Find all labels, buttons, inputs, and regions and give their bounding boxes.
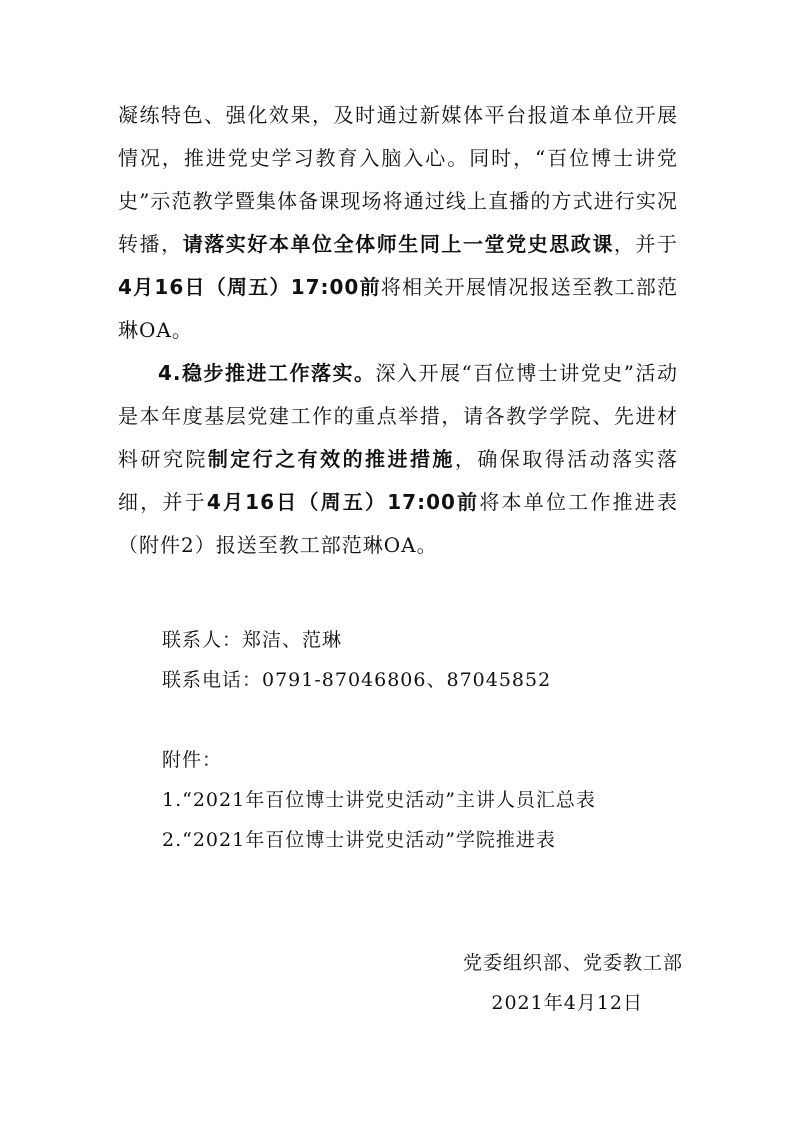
paragraph-3-continuation [118,94,678,352]
p1-text-2: ，并于 [613,232,679,256]
attachments-block [162,740,596,860]
p2-text-1: 深入开展“百位博士讲党史”活动是本年度基层党建工作的重点举措，请各教学学院、先进材料研究院 [118,361,678,471]
p2-text-3: 将本单位工作推进表（附件2）报送至教工部范琳OA。 [118,490,679,557]
p2-bold-deadline: 4月16日（周五）17:00前 [206,490,480,514]
p2-heading: 4.稳步推进工作落实。 [158,361,376,385]
p1-text-1: 凝练特色、强化效果，及时通过新媒体平台报道本单位开展情况，推进党史学习教育入脑入心。同时，“百位博士讲党史”示范教学暨集体备课现场将通过线上直播的方式进行实况转播， [118,103,678,256]
p2-bold-measures: 制定行之有效的推进措施 [207,447,455,471]
signature-date: 2021年4月12日 [491,992,643,1014]
notice-body [118,94,678,567]
attachment-item-1: 1.“2021年百位博士讲党史活动”主讲人员汇总表 [162,789,596,811]
paragraph-4 [118,352,678,567]
attachments-label: 附件： [162,749,223,771]
attachment-item-2: 2.“2021年百位博士讲党史活动”学院推进表 [162,829,556,851]
contact-block [162,620,551,700]
signature-org: 党委组织部、党委教工部 [462,952,683,974]
p1-bold-requirement: 请落实好本单位全体师生同上一堂党史思政课 [182,232,614,256]
contact-person: 联系人：郑洁、范琳 [162,629,343,651]
p1-bold-deadline: 4月16日（周五）17:00前 [118,275,381,299]
signature-block [463,943,683,1023]
p2-text-2: ，确保取得活动落实落细，并于 [118,447,679,514]
p1-text-3: 将相关开展情况报送至教工部范琳OA。 [118,275,678,342]
contact-phone: 联系电话：0791-87046806、87045852 [162,669,552,691]
